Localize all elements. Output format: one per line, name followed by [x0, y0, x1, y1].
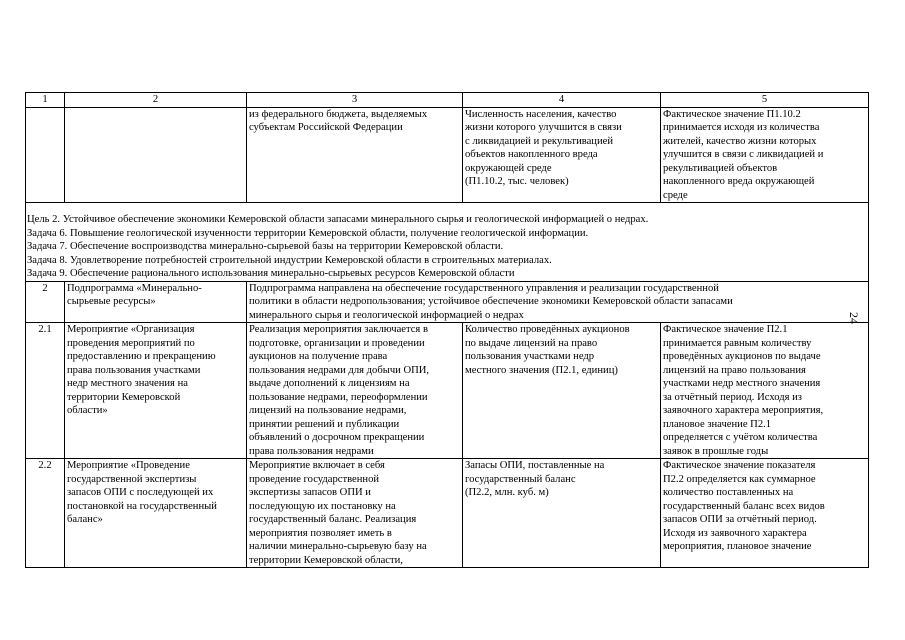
task-line: Задача 8. Удовлетворение потребностей строительной индустрии Кемеровской области в строительных материалах. — [27, 254, 552, 266]
text-line: государственный баланс — [465, 473, 576, 485]
row-name — [65, 323, 247, 459]
cont-col4 — [463, 107, 661, 203]
text-line: последующую их постановку на — [249, 500, 396, 512]
page-number: 24 — [847, 312, 861, 324]
row-name — [65, 459, 247, 568]
text-line: за отчётный период. Исходя из — [663, 391, 802, 403]
text-line: сырьевые ресурсы» — [67, 296, 156, 307]
header-cell-1: 1 — [26, 93, 65, 108]
text-line: жителей, качество жизни которых — [663, 135, 817, 147]
cont-col3 — [247, 107, 463, 203]
text-line: объектов накопленного вреда — [465, 149, 598, 160]
text-line: плановое значение П2.1 — [663, 418, 772, 430]
row-col3 — [247, 323, 463, 459]
task-line: Задача 7. Обеспечение воспроизводства минерально-сырьевой базы на территории Кемеровской области. — [27, 241, 504, 252]
text-line: мероприятия позволяет иметь в — [249, 527, 392, 539]
text-line: П2.2 определяется как суммарное — [663, 473, 816, 485]
text-line: лицензий на пользование недрами, — [249, 405, 407, 416]
text-line: принимается равным количеству — [663, 337, 812, 349]
goal-line: Цель 2. Устойчивое обеспечение экономики Кемеровской области запасами минерального сырья и геологической информацией о недрах. — [27, 214, 649, 225]
cont-col5 — [661, 107, 869, 203]
row-description — [247, 281, 869, 323]
text-line: Мероприятие «Организация — [67, 324, 195, 335]
spacer-row — [26, 203, 869, 214]
text-line: Реализация мероприятия заключается в — [249, 324, 428, 335]
header-cell-5: 5 — [661, 93, 869, 108]
row-col4 — [463, 323, 661, 459]
row-number: 2.2 — [26, 459, 65, 568]
text-line: участками недр местного значения — [663, 378, 821, 389]
text-line: Мероприятие «Проведение — [67, 460, 190, 471]
text-line: пользования недрами для добычи ОПИ, — [249, 364, 430, 376]
text-line: проведение государственной — [249, 473, 380, 485]
text-line: субъектам Российской Федерации — [249, 122, 403, 133]
text-line: по выдаче лицензий на право — [465, 337, 598, 349]
row-col3 — [247, 459, 463, 568]
text-line: с ликвидацией и рекультивацией — [465, 135, 614, 147]
text-line: пользование недрами, переоформлении — [249, 391, 428, 403]
header-cell-2: 2 — [65, 93, 247, 108]
document-table — [25, 92, 869, 568]
spacer-cell — [26, 203, 869, 214]
text-line: объявлений о досрочном прекращении — [249, 432, 425, 443]
text-line: проведения мероприятий по — [67, 337, 195, 349]
text-line: территории Кемеровской — [67, 391, 181, 403]
cont-name — [65, 107, 247, 203]
text-line: Фактическое значение показателя — [663, 460, 816, 471]
text-line: окружающей среде — [465, 162, 552, 174]
text-line: области» — [67, 405, 108, 416]
table-row-subprogram — [26, 281, 869, 323]
text-line: проведённых аукционов по выдаче — [663, 351, 821, 362]
text-line: территории Кемеровской области, — [249, 554, 403, 566]
cont-num — [26, 107, 65, 203]
text-line: принятии решений и публикации — [249, 418, 400, 430]
row-col5 — [661, 459, 869, 568]
text-line: подготовке, организации и проведении — [249, 337, 425, 349]
text-line: улучшится в связи с ликвидацией и — [663, 149, 824, 160]
table-row-2-1 — [26, 323, 869, 459]
text-line: наличии минерально-сырьевую базу на — [249, 541, 427, 552]
row-number: 2.1 — [26, 323, 65, 459]
text-line: лицензий на право пользования — [663, 364, 806, 376]
text-line: минерального сырья и геологической информацией о недрах — [249, 309, 524, 321]
task-line: Задача 6. Повышение геологической изученности территории Кемеровской области, получение геологической информации. — [27, 227, 589, 239]
text-line: пользования участками недр — [465, 351, 595, 362]
text-line: аукционов на получение права — [249, 351, 388, 362]
text-line: Подпрограмма «Минерально- — [67, 282, 202, 294]
header-row — [26, 93, 869, 108]
text-line: (П2.2, млн. куб. м) — [465, 487, 549, 498]
task-line: Задача 9. Обеспечение рационального использования минерально-сырьевых ресурсов Кемеровской области — [27, 268, 515, 279]
goals-cell — [26, 213, 869, 281]
row-col5 — [661, 323, 869, 459]
text-line: Подпрограмма направлена на обеспечение государственного управления и реализации государственной — [249, 282, 719, 294]
text-line: из федерального бюджета, выделяемых — [249, 108, 428, 120]
text-line: запасов ОПИ с последующей их — [67, 487, 214, 498]
text-line: Фактическое значение П2.1 — [663, 324, 788, 335]
text-line: накопленного вреда окружающей — [663, 176, 815, 187]
text-line: предоставлению и прекращению — [67, 351, 216, 362]
text-line: местного значения (П2.1, единиц) — [465, 364, 618, 376]
text-line: среде — [663, 189, 688, 201]
text-line: Количество проведённых аукционов — [465, 324, 630, 335]
text-line: заявочного характера мероприятия, — [663, 405, 824, 416]
text-line: Запасы ОПИ, поставленные на — [465, 460, 605, 471]
text-line: государственный баланс всех видов — [663, 500, 825, 512]
text-line: недр местного значения на — [67, 378, 188, 389]
header-cell-4: 4 — [463, 93, 661, 108]
text-line: Мероприятие включает в себя — [249, 460, 385, 471]
text-line: принимается исходя из количества — [663, 122, 820, 133]
row-name — [65, 281, 247, 323]
text-line: права пользования недрами — [249, 445, 374, 457]
text-line: государственной экспертизы — [67, 473, 197, 485]
text-line: (П1.10.2, тыс. человек) — [465, 176, 569, 187]
text-line: запасов ОПИ за отчётный период. — [663, 514, 817, 525]
text-line: права пользования участками — [67, 364, 201, 376]
text-line: количество поставленных на — [663, 487, 794, 498]
continuation-row — [26, 107, 869, 203]
row-col4 — [463, 459, 661, 568]
text-line: Фактическое значение П1.10.2 — [663, 108, 801, 120]
goals-row — [26, 213, 869, 281]
text-line: Исходя из заявочного характера — [663, 527, 807, 539]
row-number: 2 — [26, 281, 65, 323]
text-line: заявок в прошлые годы — [663, 445, 769, 457]
text-line: жизни которого улучшится в связи — [465, 122, 622, 133]
text-line: государственный баланс. Реализация — [249, 514, 417, 525]
text-line: баланс» — [67, 514, 103, 525]
text-line: выдаче дополнений к лицензиям на — [249, 378, 410, 389]
text-line: мероприятия, плановое значение — [663, 541, 812, 552]
text-line: постановкой на государственный — [67, 500, 217, 512]
text-line: Численность населения, качество — [465, 108, 617, 120]
text-line: экспертизы запасов ОПИ и — [249, 487, 371, 498]
text-line: определяется с учётом количества — [663, 432, 818, 443]
text-line: рекультивацией объектов — [663, 162, 778, 174]
table-row-2-2 — [26, 459, 869, 568]
header-cell-3: 3 — [247, 93, 463, 108]
text-line: политики в области недропользования; устойчивое обеспечение экономики Кемеровской области запасами — [249, 296, 733, 307]
